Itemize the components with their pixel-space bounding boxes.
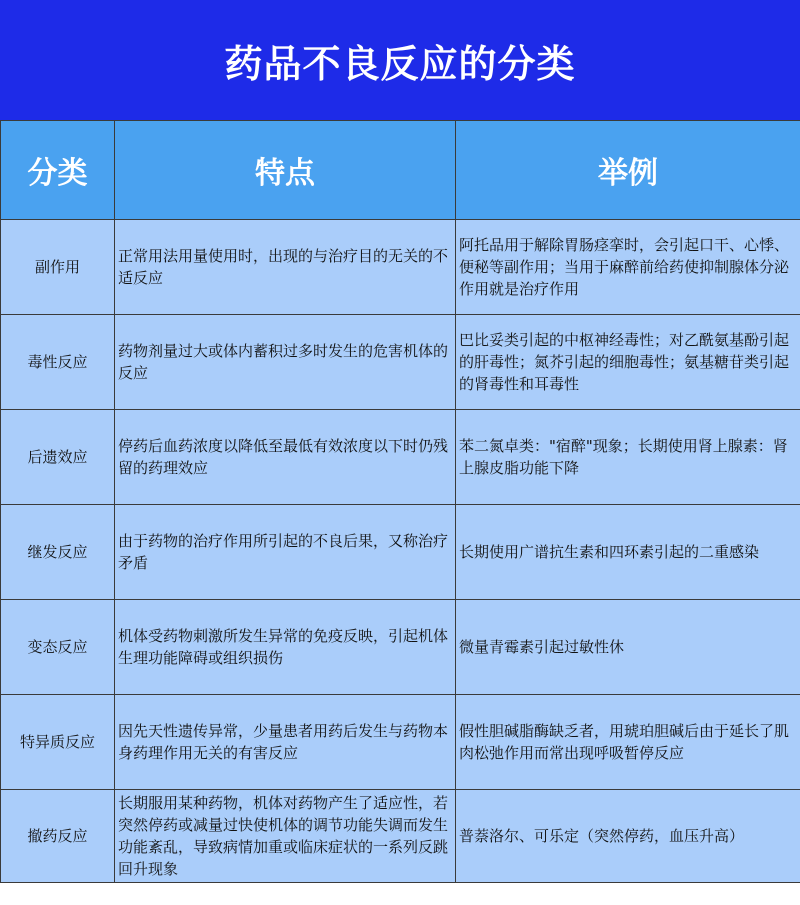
category-cell: 副作用	[1, 220, 115, 315]
example-cell: 普萘洛尔、可乐定（突然停药，血压升高）	[456, 790, 800, 883]
classification-table	[0, 120, 800, 883]
category-cell: 毒性反应	[1, 315, 115, 410]
feature-cell: 正常用法用量使用时，出现的与治疗目的无关的不适反应	[115, 220, 456, 315]
table-row	[1, 220, 800, 315]
header-category: 分类	[1, 121, 115, 220]
table-row	[1, 505, 800, 600]
example-cell: 假性胆碱脂酶缺乏者，用琥珀胆碱后由于延长了肌肉松弛作用而常出现呼吸暂停反应	[456, 695, 800, 790]
example-cell: 微量青霉素引起过敏性休	[456, 600, 800, 695]
table-row	[1, 695, 800, 790]
header-feature: 特点	[115, 121, 456, 220]
example-cell: 巴比妥类引起的中枢神经毒性；对乙酰氨基酚引起的肝毒性；氮芥引起的细胞毒性；氨基糖苷类引起的肾毒性和耳毒性	[456, 315, 800, 410]
feature-cell: 因先天性遗传异常，少量患者用药后发生与药物本身药理作用无关的有害反应	[115, 695, 456, 790]
category-cell: 撤药反应	[1, 790, 115, 883]
table-row	[1, 315, 800, 410]
feature-cell: 药物剂量过大或体内蓄积过多时发生的危害机体的反应	[115, 315, 456, 410]
table-row	[1, 790, 800, 883]
category-cell: 特异质反应	[1, 695, 115, 790]
feature-cell: 由于药物的治疗作用所引起的不良后果，又称治疗矛盾	[115, 505, 456, 600]
example-cell: 阿托品用于解除胃肠痉挛时，会引起口干、心悸、便秘等副作用；当用于麻醉前给药使抑制腺体分泌作用就是治疗作用	[456, 220, 800, 315]
category-cell: 继发反应	[1, 505, 115, 600]
feature-cell: 机体受药物刺激所发生异常的免疫反映，引起机体生理功能障碍或组织损伤	[115, 600, 456, 695]
page-title: 药品不良反应的分类	[224, 41, 576, 86]
feature-cell: 停药后血药浓度以降低至最低有效浓度以下时仍残留的药理效应	[115, 410, 456, 505]
table-row	[1, 410, 800, 505]
example-cell: 长期使用广谱抗生素和四环素引起的二重感染	[456, 505, 800, 600]
title-bar	[0, 0, 800, 120]
header-example: 举例	[456, 121, 800, 220]
example-cell: 苯二氮卓类："宿醉"现象；长期使用肾上腺素：肾上腺皮脂功能下降	[456, 410, 800, 505]
header-row	[1, 121, 800, 220]
table-row	[1, 600, 800, 695]
feature-cell: 长期服用某种药物，机体对药物产生了适应性，若突然停药或减量过快使机体的调节功能失调而发生功能紊乱，导致病情加重或临床症状的一系列反跳回升现象	[115, 790, 456, 883]
category-cell: 变态反应	[1, 600, 115, 695]
category-cell: 后遗效应	[1, 410, 115, 505]
